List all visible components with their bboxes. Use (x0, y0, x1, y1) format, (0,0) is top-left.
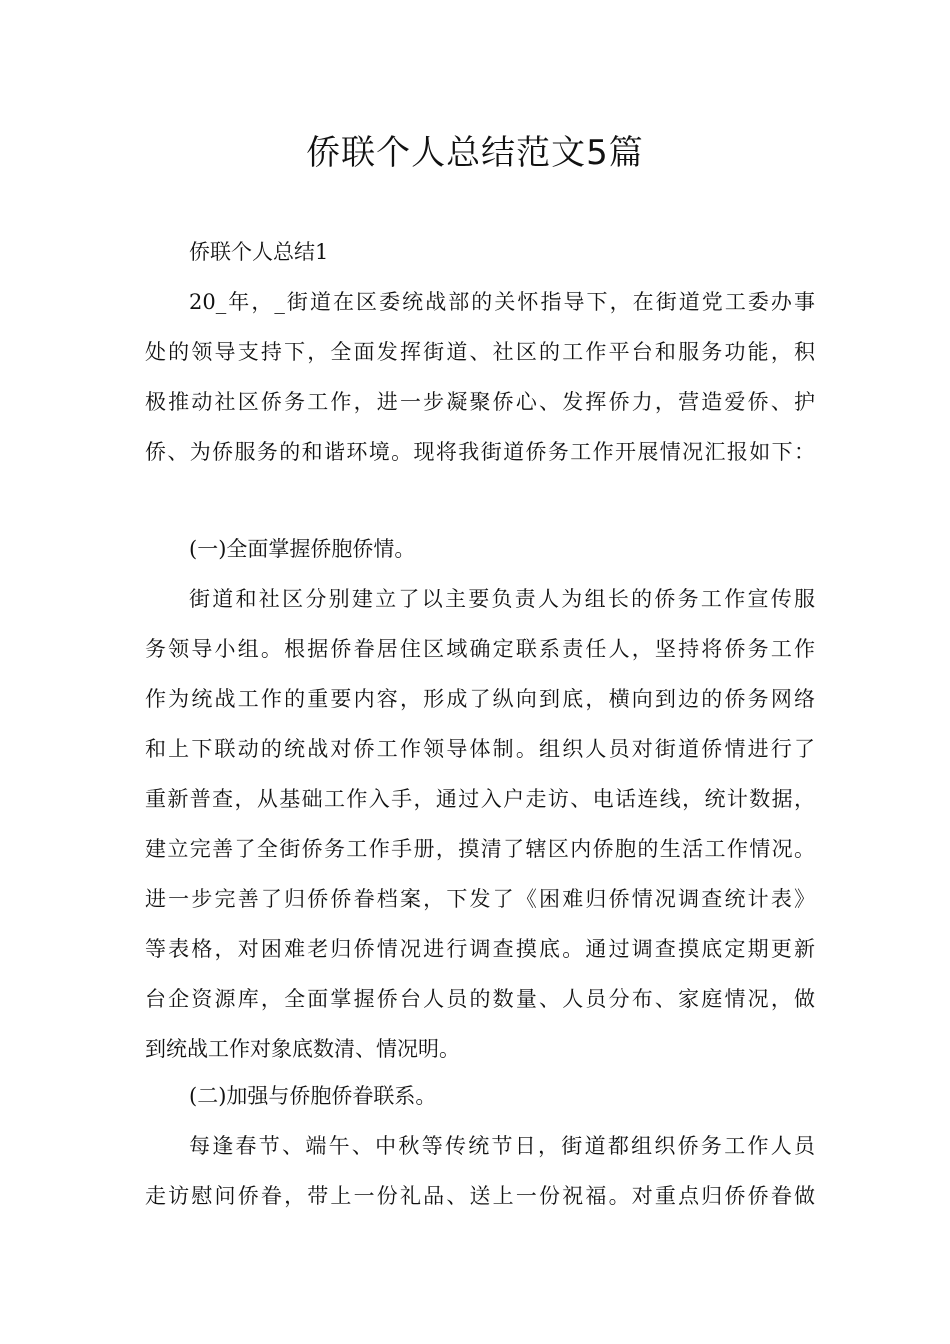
paragraph-line: 走访慰问侨眷，带上一份礼品、送上一份祝福。对重点归侨侨眷做 (145, 1184, 815, 1208)
section-heading: 侨联个人总结1 (189, 240, 329, 264)
paragraph-line: 务领导小组。根据侨眷居住区域确定联系责任人，坚持将侨务工作 (145, 637, 815, 661)
paragraph-line: 建立完善了全街侨务工作手册，摸清了辖区内侨胞的生活工作情况。 (145, 837, 815, 861)
paragraph-line: 台企资源库，全面掌握侨台人员的数量、人员分布、家庭情况，做 (145, 987, 815, 1011)
paragraph-line: 街道和社区分别建立了以主要负责人为组长的侨务工作宣传服 (189, 587, 815, 611)
paragraph-line: 作为统战工作的重要内容，形成了纵向到底，横向到边的侨务网络 (145, 687, 815, 711)
subsection-heading: (二)加强与侨胞侨眷联系。 (189, 1084, 437, 1108)
paragraph-line: 极推动社区侨务工作，进一步凝聚侨心、发挥侨力，营造爱侨、护 (145, 390, 815, 414)
paragraph-line: 20_年，_街道在区委统战部的关怀指导下，在街道党工委办事 (189, 290, 815, 314)
paragraph-line: 进一步完善了归侨侨眷档案，下发了《困难归侨情况调查统计表》 (145, 887, 815, 911)
document-title: 侨联个人总结范文5篇 (306, 133, 644, 173)
subsection-heading: (一)全面掌握侨胞侨情。 (189, 537, 416, 561)
paragraph-line: 侨、为侨服务的和谐环境。现将我街道侨务工作开展情况汇报如下： (145, 440, 815, 464)
paragraph-line: 每逢春节、端午、中秋等传统节日，街道都组织侨务工作人员 (189, 1134, 815, 1158)
paragraph-line: 处的领导支持下，全面发挥街道、社区的工作平台和服务功能，积 (145, 340, 815, 364)
paragraph-line: 和上下联动的统战对侨工作领导体制。组织人员对街道侨情进行了 (145, 737, 815, 761)
paragraph-line: 到统战工作对象底数清、情况明。 (145, 1037, 460, 1061)
paragraph-line: 等表格，对困难老归侨情况进行调查摸底。通过调查摸底定期更新 (145, 937, 815, 961)
paragraph-line: 重新普查，从基础工作入手，通过入户走访、电话连线，统计数据， (145, 787, 815, 811)
